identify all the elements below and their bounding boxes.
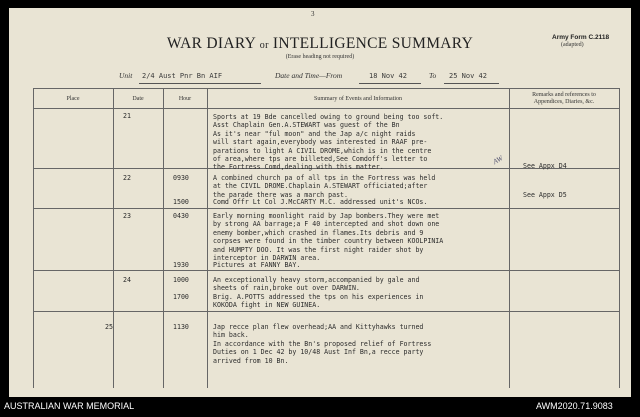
hour-24-1000: 1000: [173, 276, 189, 284]
title-war-diary: WAR DIARY: [166, 35, 256, 52]
grid-left-line: [33, 88, 34, 388]
unit-label: Unit: [119, 71, 133, 80]
page-subtitle: (Erase heading not required): [285, 54, 355, 60]
header-hour: Hour: [178, 96, 192, 102]
date-to: 25 Nov 42: [449, 72, 487, 80]
grid-top-line: [33, 88, 619, 89]
date-label: Date and Time—From: [275, 71, 343, 80]
unit-underline: [139, 83, 261, 84]
date-21: 21: [123, 112, 131, 120]
hour-23-0430: 0430: [173, 212, 189, 220]
page-number: 3: [311, 10, 315, 18]
header-remarks-2: Appendices, Diaries, &c.: [533, 99, 595, 105]
entry-21: Sports at 19 Bde cancelled owing to ground being too soft. Asst Chaplain Gen.A.STEWART was guest of the Bn As it's near "ful moon" and the Jap a/c night raids will start again,everybody was interested in RAAF pre- parations to light A CIVIL DROME,which is in the centre of area,where tps are billeted,See Comdoff's letter to the Fortress Comd,dealing with this matter.: [213, 113, 444, 172]
entry-25-1130: Jap recce plan flew overhead;AA and Kittyhawks turned him back. In accordance with the Bn's proposed relief of Fortress Duties on 1 Dec 42 by 10/48 Aust Inf Bn,a recce party arrived from 10 Bn.: [213, 323, 432, 365]
hour-24-1700: 1700: [173, 293, 189, 301]
initials-signature: AW: [491, 154, 505, 166]
header-remarks-1: Remarks and references to: [532, 92, 596, 98]
date-from: 18 Nov 42: [369, 72, 407, 80]
entry-24-1000: An exceptionally heavy storm,accompanied by gale and sheets of rain,broke out over DARWIN.: [213, 276, 420, 293]
hour-22-1500: 1500: [173, 198, 189, 206]
diary-page: [9, 8, 631, 397]
header-place: Place: [66, 96, 80, 102]
adapted-label: (adapted): [561, 42, 584, 48]
hour-23-1930: 1930: [173, 261, 189, 269]
unit-value: 2/4 Aust Pnr Bn AIF: [142, 72, 223, 80]
date-24: 24: [123, 276, 131, 284]
row-rule: [33, 311, 619, 312]
to-label: To: [429, 71, 437, 80]
footer-accession-number: AWM2020.71.9083: [536, 401, 613, 411]
entry-24-1700: Brig. A.POTTS addressed the tps on his experiences in KOKODA fight in NEW GUINEA.: [213, 293, 424, 310]
row-rule: [33, 208, 619, 209]
date-from-underline: [359, 83, 421, 84]
date-25: 25: [105, 323, 113, 331]
header-date: Date: [132, 96, 144, 102]
grid-summary-remarks-line: [509, 88, 510, 388]
grid-hour-summary-line: [207, 88, 208, 388]
date-23: 23: [123, 212, 131, 220]
army-form-label: Army Form C.2118: [552, 34, 610, 41]
page-title: [9, 35, 631, 53]
entry-22-1500: Comd Offr Lt Col J.McCARTY M.C. addressed unit's NCOs.: [213, 198, 428, 206]
entry-23-1930: Pictures at FANNY BAY.: [213, 261, 301, 269]
date-22: 22: [123, 174, 131, 182]
entry-22-0930: A combined church pa of all tps in the Fortress was held at the CIVIL DROME.Chaplain A.STEWART officiated;after the parade there was a march past.: [213, 174, 436, 199]
footer-institution: AUSTRALIAN WAR MEMORIAL: [4, 401, 135, 411]
remark-appx-d4: See Appx D4: [523, 162, 567, 170]
grid-place-date-line: [113, 88, 114, 388]
grid-date-hour-line: [163, 88, 164, 388]
remark-appx-d5: See Appx D5: [523, 191, 567, 199]
header-summary: Summary of Events and Information: [314, 96, 402, 102]
entry-23-0430: Early morning moonlight raid by Jap bombers.They were met by strong AA barrage;a F 40 intercepted and shot down one enemy bomber,which crashed in flames.Its debris and 9 corpses were found in the timber country between KOOLPINIA and HUMPTY DOO. It was the first night raider shot by interceptor in DARWIN area.: [213, 212, 444, 263]
title-intelligence-summary: INTELLIGENCE SUMMARY: [272, 35, 474, 52]
hour-22-0930: 0930: [173, 174, 189, 182]
grid-header-line: [33, 108, 619, 109]
date-to-underline: [444, 83, 499, 84]
row-rule: [33, 270, 619, 271]
grid-right-line: [619, 88, 620, 388]
title-or: or: [259, 40, 269, 51]
hour-25-1130: 1130: [173, 323, 189, 331]
